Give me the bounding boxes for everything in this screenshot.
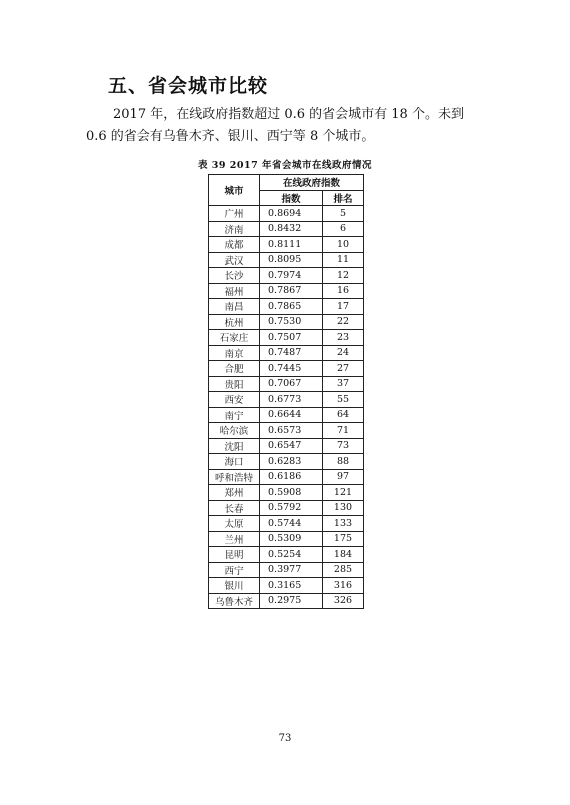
- intro-paragraph: 2017 年，在线政府指数超过 0.6 的省会城市有 18 个。未到 0.6 的省会有乌鲁木齐、银川、西宁等 8 个城市。: [86, 107, 464, 144]
- table-row: [209, 469, 364, 485]
- cell-rank: 5: [323, 206, 364, 222]
- table-row: [209, 345, 364, 361]
- table-row: [209, 392, 364, 408]
- cell-index: 0.7867: [260, 283, 323, 299]
- cell-index: 0.5254: [260, 547, 323, 563]
- table-row: [209, 206, 364, 222]
- table-row: [209, 361, 364, 377]
- cell-city: 银川: [209, 578, 260, 594]
- header-rank: 排名: [323, 190, 364, 206]
- table-row: [209, 454, 364, 470]
- section-title: 五、省会城市比较: [108, 75, 269, 97]
- cell-index: 0.6186: [260, 469, 323, 485]
- cell-city: 兰州: [209, 531, 260, 547]
- cell-rank: 64: [323, 407, 364, 423]
- header-index: 指数: [260, 190, 323, 206]
- cell-rank: 17: [323, 299, 364, 315]
- table-row: [209, 221, 364, 237]
- cell-city: 成都: [209, 237, 260, 253]
- table-row: [209, 283, 364, 299]
- cell-rank: 97: [323, 469, 364, 485]
- cell-index: 0.8432: [260, 221, 323, 237]
- header-online-gov-index: 在线政府指数: [260, 175, 364, 191]
- table-row: [209, 237, 364, 253]
- table-row: [209, 578, 364, 594]
- cell-rank: 12: [323, 268, 364, 284]
- cell-rank: 88: [323, 454, 364, 470]
- cell-city: 西宁: [209, 562, 260, 578]
- cell-index: 0.6547: [260, 438, 323, 454]
- cell-index: 0.8095: [260, 252, 323, 268]
- cell-rank: 121: [323, 485, 364, 501]
- cell-rank: 130: [323, 500, 364, 516]
- cell-city: 郑州: [209, 485, 260, 501]
- cell-index: 0.5744: [260, 516, 323, 532]
- cell-rank: 23: [323, 330, 364, 346]
- cell-rank: 6: [323, 221, 364, 237]
- cell-index: 0.5309: [260, 531, 323, 547]
- cell-rank: 11: [323, 252, 364, 268]
- cell-city: 贵阳: [209, 376, 260, 392]
- cell-city: 长春: [209, 500, 260, 516]
- cell-rank: 71: [323, 423, 364, 439]
- cell-city: 南京: [209, 345, 260, 361]
- cell-index: 0.7507: [260, 330, 323, 346]
- cell-city: 海口: [209, 454, 260, 470]
- table-row: [209, 547, 364, 563]
- city-index-table: [208, 174, 364, 609]
- cell-city: 武汉: [209, 252, 260, 268]
- table-caption: 表 39 2017 年省会城市在线政府情况: [197, 160, 373, 171]
- cell-rank: 24: [323, 345, 364, 361]
- table-row: [209, 299, 364, 315]
- cell-index: 0.7530: [260, 314, 323, 330]
- table-row: [209, 252, 364, 268]
- cell-index: 0.3165: [260, 578, 323, 594]
- cell-index: 0.6773: [260, 392, 323, 408]
- cell-rank: 55: [323, 392, 364, 408]
- cell-city: 乌鲁木齐: [209, 593, 260, 609]
- cell-rank: 316: [323, 578, 364, 594]
- table-row: [209, 531, 364, 547]
- cell-rank: 285: [323, 562, 364, 578]
- table-row: [209, 423, 364, 439]
- cell-rank: 37: [323, 376, 364, 392]
- cell-rank: 175: [323, 531, 364, 547]
- cell-rank: 184: [323, 547, 364, 563]
- cell-index: 0.8694: [260, 206, 323, 222]
- table-body: [209, 206, 364, 609]
- header-city: 城市: [209, 175, 260, 206]
- cell-rank: 22: [323, 314, 364, 330]
- cell-city: 石家庄: [209, 330, 260, 346]
- cell-index: 0.2975: [260, 593, 323, 609]
- table-row: [209, 330, 364, 346]
- cell-index: 0.6573: [260, 423, 323, 439]
- table-row: [209, 314, 364, 330]
- cell-rank: 10: [323, 237, 364, 253]
- cell-city: 广州: [209, 206, 260, 222]
- cell-city: 济南: [209, 221, 260, 237]
- cell-index: 0.7974: [260, 268, 323, 284]
- cell-city: 合肥: [209, 361, 260, 377]
- table-row: [209, 500, 364, 516]
- cell-city: 太原: [209, 516, 260, 532]
- table-row: [209, 562, 364, 578]
- cell-city: 福州: [209, 283, 260, 299]
- cell-city: 西安: [209, 392, 260, 408]
- cell-index: 0.8111: [260, 237, 323, 253]
- cell-index: 0.7487: [260, 345, 323, 361]
- table-row: [209, 268, 364, 284]
- table-row: [209, 593, 364, 609]
- cell-rank: 133: [323, 516, 364, 532]
- cell-city: 哈尔滨: [209, 423, 260, 439]
- cell-index: 0.5792: [260, 500, 323, 516]
- cell-rank: 73: [323, 438, 364, 454]
- cell-city: 沈阳: [209, 438, 260, 454]
- cell-index: 0.5908: [260, 485, 323, 501]
- cell-rank: 27: [323, 361, 364, 377]
- table-row: [209, 485, 364, 501]
- cell-index: 0.6644: [260, 407, 323, 423]
- cell-index: 0.3977: [260, 562, 323, 578]
- page-number: 73: [278, 733, 292, 744]
- cell-rank: 16: [323, 283, 364, 299]
- table-row: [209, 407, 364, 423]
- cell-city: 长沙: [209, 268, 260, 284]
- cell-rank: 326: [323, 593, 364, 609]
- cell-index: 0.7067: [260, 376, 323, 392]
- cell-city: 呼和浩特: [209, 469, 260, 485]
- cell-city: 南昌: [209, 299, 260, 315]
- cell-city: 昆明: [209, 547, 260, 563]
- cell-index: 0.7445: [260, 361, 323, 377]
- table-row: [209, 376, 364, 392]
- cell-index: 0.6283: [260, 454, 323, 470]
- table-row: [209, 516, 364, 532]
- cell-city: 杭州: [209, 314, 260, 330]
- table-row: [209, 438, 364, 454]
- cell-city: 南宁: [209, 407, 260, 423]
- cell-index: 0.7865: [260, 299, 323, 315]
